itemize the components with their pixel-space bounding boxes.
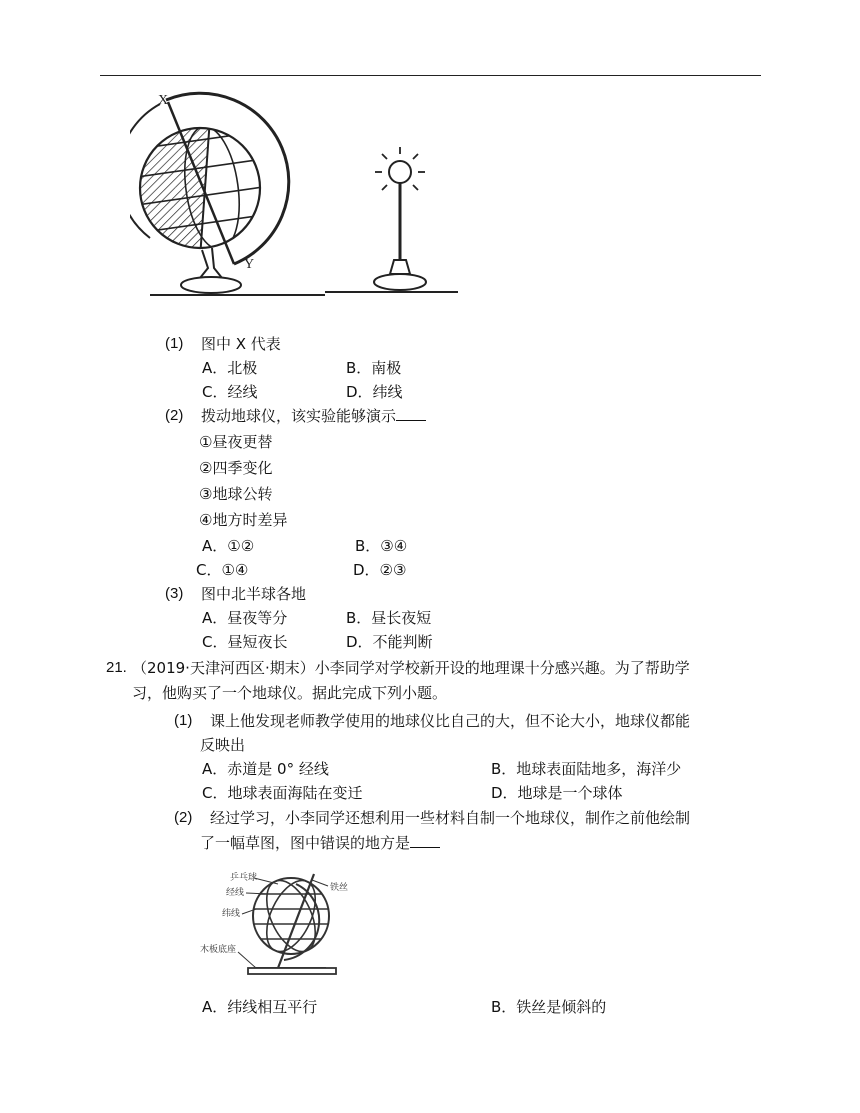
q21-sub1-option-b[interactable]: B．地球表面陆地多，海洋少 [491, 760, 682, 778]
sub2-number: (2) [165, 407, 184, 424]
sub1-option-b[interactable]: B．南极 [346, 359, 402, 377]
q21-sub2-option-a[interactable]: A．纬线相互平行 [202, 998, 318, 1016]
q21-sub2-line1: 经过学习，小李同学还想利用一些材料自制一个地球仪，制作之前他绘制 [210, 809, 691, 827]
sub2-item-3: ③地球公转 [199, 485, 273, 503]
label-meridian: 经线 [226, 888, 245, 898]
sub3-number: (3) [165, 585, 184, 602]
sub3-option-c[interactable]: C．昼短夜长 [202, 633, 288, 651]
label-base: 木板底座 [200, 945, 237, 955]
sub3-option-b[interactable]: B．昼长夜短 [346, 609, 432, 627]
q21-sub2-option-b[interactable]: B．铁丝是倾斜的 [491, 998, 607, 1016]
sub2-option-a[interactable]: A．①② [202, 537, 255, 555]
label-x: X [158, 93, 169, 108]
sub3-option-d[interactable]: D．不能判断 [346, 633, 433, 651]
q21-sub2-number: (2) [174, 809, 193, 826]
sun-lamp-icon [374, 147, 426, 290]
sub1-option-c[interactable]: C．经线 [202, 383, 258, 401]
sub2-item-4: ④地方时差异 [199, 511, 288, 529]
sub1-number: (1) [165, 335, 184, 352]
sub1-option-d[interactable]: D．纬线 [346, 383, 403, 401]
q21-sub1-number: (1) [174, 712, 193, 729]
q21-sub1-option-c[interactable]: C．地球表面海陆在变迁 [202, 784, 363, 802]
q21-sub2-line2: 了一幅草图，图中错误的地方是 [200, 833, 440, 853]
sub1-option-a[interactable]: A．北极 [202, 359, 258, 377]
q21-sub1-option-d[interactable]: D．地球是一个球体 [491, 784, 623, 802]
sub2-option-c[interactable]: C．①④ [196, 561, 249, 579]
label-pingpong: 乒乓球 [230, 873, 258, 883]
sub2-item-2: ②四季变化 [199, 459, 273, 477]
sub2-option-b[interactable]: B．③④ [355, 537, 408, 555]
q21-sub1-line1: 课上他发现老师教学使用的地球仪比自己的大，但不论大小，地球仪都能 [210, 712, 691, 730]
homemade-globe-sketch [196, 864, 366, 980]
q21-number: 21. [106, 659, 127, 676]
label-parallel: 纬线 [222, 909, 241, 919]
sub3-option-a[interactable]: A．昼夜等分 [202, 609, 288, 627]
globe-lamp-figure [130, 88, 470, 303]
q21-sub1-line2: 反映出 [200, 736, 246, 754]
sub1-stem: 图中 X 代表 [201, 335, 281, 353]
answer-blank[interactable] [396, 406, 426, 421]
label-y: Y [244, 257, 255, 272]
header-rule [100, 75, 761, 76]
sub2-option-d[interactable]: D．②③ [353, 561, 407, 579]
label-wire: 铁丝 [330, 883, 349, 893]
q21-line2: 习，他购买了一个地球仪。据此完成下列小题。 [132, 684, 448, 702]
sub2-item-1: ①昼夜更替 [199, 433, 273, 451]
answer-blank[interactable] [410, 833, 440, 848]
q21-line1: （2019·天津河西区·期末）小李同学对学校新开设的地理课十分感兴趣。为了帮助学 [132, 659, 690, 677]
sub3-stem: 图中北半球各地 [201, 585, 307, 603]
q21-sub1-option-a[interactable]: A．赤道是 0° 经线 [202, 760, 329, 778]
sub2-stem: 拨动地球仪，该实验能够演示 [201, 406, 426, 426]
